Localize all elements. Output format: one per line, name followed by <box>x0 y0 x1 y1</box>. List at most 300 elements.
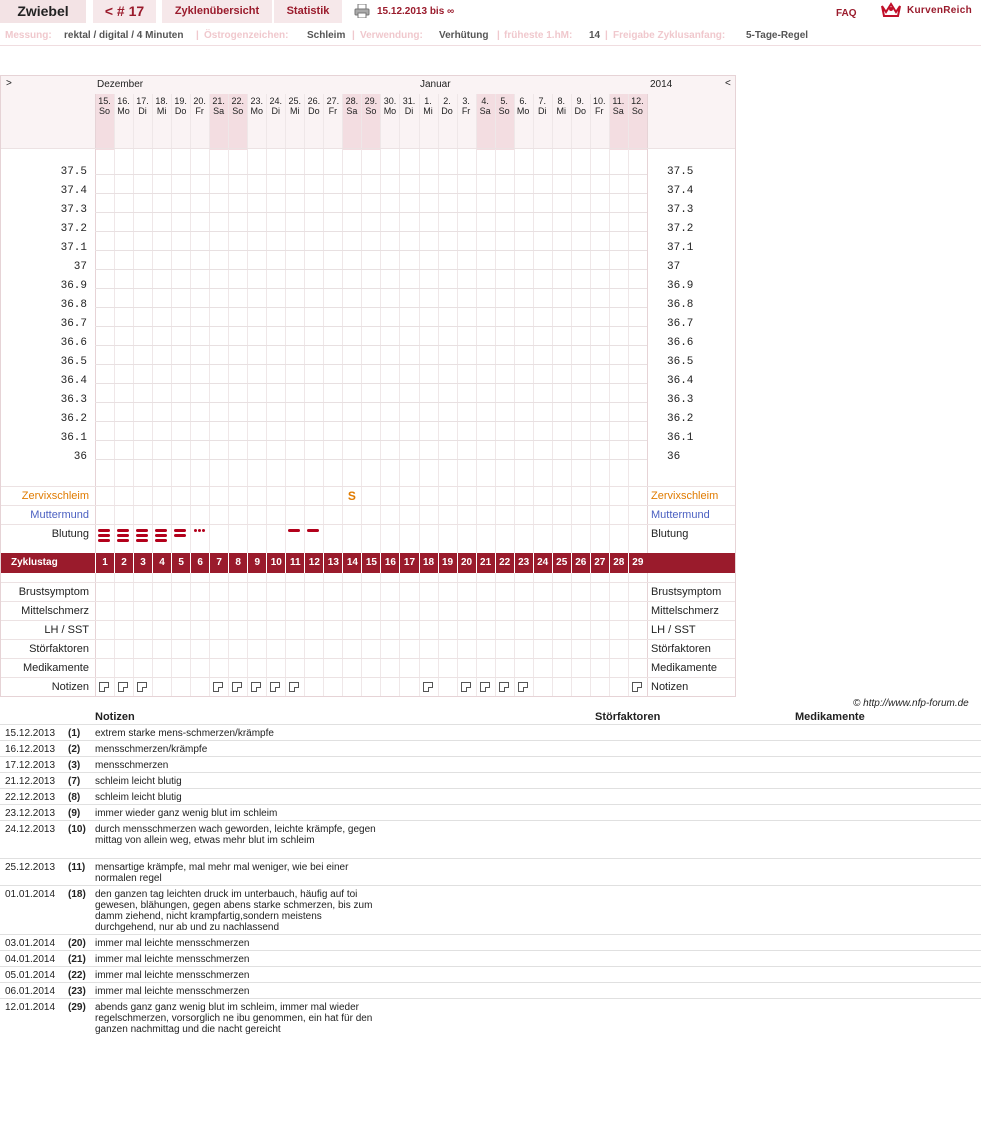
temperature-gridline <box>95 364 647 365</box>
temperature-label: 36.7 <box>60 318 87 330</box>
grid-line <box>476 94 477 696</box>
day-weekday: Do <box>441 106 453 116</box>
observation-row-label: Störfaktoren <box>29 643 89 655</box>
fhm-label: früheste 1.hM: <box>504 30 573 41</box>
note-cycle-day: (2) <box>68 744 81 755</box>
observation-row-label-right: Medikamente <box>651 662 718 674</box>
note-date: 05.01.2014 <box>5 970 56 981</box>
grid-line <box>266 94 267 696</box>
cycle-day-cell: 23 <box>514 553 533 573</box>
day-date: 2. <box>443 96 451 106</box>
cycle-day-cell: 10 <box>266 553 285 573</box>
grid-line <box>609 94 610 696</box>
day-weekday: Do <box>308 106 320 116</box>
temperature-label-right: 36.4 <box>667 375 694 387</box>
cycle-overview-tab[interactable]: Zyklenübersicht <box>162 0 272 23</box>
temperature-label: 36.6 <box>60 337 87 349</box>
note-cycle-day: (18) <box>68 889 86 900</box>
row-divider <box>1 524 735 525</box>
blutung-label-right: Blutung <box>651 528 689 540</box>
temperature-gridline <box>95 345 647 346</box>
temperature-label: 36.8 <box>60 299 87 311</box>
day-weekday: Di <box>537 106 547 116</box>
day-header <box>114 94 133 150</box>
temperature-label-right: 37.2 <box>667 223 694 235</box>
day-weekday: So <box>232 106 244 116</box>
day-date: 26. <box>307 96 321 106</box>
temperature-gridline <box>95 269 647 270</box>
observation-row-label-right: Störfaktoren <box>651 643 711 655</box>
grid-line <box>285 94 286 696</box>
year-label: 2014 <box>650 79 673 90</box>
note-cycle-day: (1) <box>68 728 81 739</box>
grid-line <box>590 94 591 696</box>
separator: | <box>352 30 355 41</box>
note-row <box>0 804 981 820</box>
grid-line <box>571 94 572 696</box>
grid-line <box>209 94 210 696</box>
note-text: mensschmerzen <box>95 760 169 771</box>
day-header <box>533 94 552 150</box>
day-weekday: Mo <box>383 106 397 116</box>
day-date: 4. <box>481 96 489 106</box>
top-navigation <box>0 0 981 24</box>
day-date: 29. <box>364 96 378 106</box>
note-date: 06.01.2014 <box>5 986 56 997</box>
bleeding-mark <box>174 534 186 537</box>
printer-icon[interactable] <box>354 4 370 18</box>
day-weekday: Mo <box>516 106 530 116</box>
row-divider <box>1 582 735 583</box>
grid-line <box>533 94 534 696</box>
zervix-label-right: Zervixschleim <box>651 490 719 502</box>
note-icon[interactable] <box>423 682 433 692</box>
day-date: 19. <box>174 96 187 106</box>
freigabe-label: Freigabe Zyklusanfang: <box>613 30 726 41</box>
grid-line <box>380 94 381 696</box>
cycle-day-cell: 20 <box>457 553 476 573</box>
day-header <box>495 94 514 150</box>
bleeding-mark <box>155 534 167 537</box>
grid-line <box>438 94 439 696</box>
note-icon[interactable] <box>289 682 299 692</box>
observation-row-label-right: Notizen <box>651 681 689 693</box>
cycle-day-cell: 22 <box>495 553 514 573</box>
grid-line <box>95 94 96 696</box>
cycle-day-cell: 9 <box>247 553 266 573</box>
cycle-day-label: Zyklustag <box>11 557 58 568</box>
day-header <box>609 94 628 150</box>
grid-line <box>114 94 115 696</box>
cycle-day-cell: 29 <box>628 553 647 573</box>
separator: | <box>196 30 199 41</box>
day-weekday: Mi <box>423 106 433 116</box>
row-divider <box>1 505 735 506</box>
cycle-day-cell: 11 <box>285 553 304 573</box>
bleeding-mark <box>288 529 300 532</box>
freigabe-value: 5-Tage-Regel <box>746 30 809 41</box>
observation-row-label: LH / SST <box>44 624 89 636</box>
day-date: 24. <box>269 96 283 106</box>
note-icon[interactable] <box>480 682 490 692</box>
note-icon[interactable] <box>232 682 242 692</box>
day-date: 7. <box>538 96 546 106</box>
note-row <box>0 966 981 982</box>
note-date: 16.12.2013 <box>5 744 56 755</box>
day-weekday: Mi <box>290 106 300 116</box>
row-divider <box>1 486 735 487</box>
cycle-day-cell: 1 <box>95 553 114 573</box>
temperature-gridline <box>95 250 647 251</box>
note-text: immer mal leichte mensschmerzen <box>95 954 250 965</box>
cycle-day-cell: 19 <box>438 553 457 573</box>
temperature-gridline <box>95 440 647 441</box>
day-weekday: Do <box>574 106 587 116</box>
grid-line <box>133 94 134 696</box>
note-icon[interactable] <box>499 682 509 692</box>
temperature-gridline <box>95 174 647 175</box>
note-icon[interactable] <box>518 682 528 692</box>
zervix-label: Zervixschleim <box>21 490 89 502</box>
grid-line <box>228 94 229 696</box>
grid-line <box>399 94 400 696</box>
note-date: 01.01.2014 <box>5 889 56 900</box>
day-header <box>133 94 152 150</box>
note-row <box>0 756 981 772</box>
messung-label: Messung: <box>5 30 52 41</box>
observation-row-label: Notizen <box>51 681 89 693</box>
note-date: 23.12.2013 <box>5 808 56 819</box>
bleeding-mark <box>136 529 148 532</box>
temperature-gridline <box>95 421 647 422</box>
cycle-day-cell: 24 <box>533 553 552 573</box>
temperature-label-right: 36.3 <box>667 394 694 406</box>
day-weekday: Fr <box>595 106 604 116</box>
note-row <box>0 885 981 934</box>
note-text: schleim leicht blutig <box>95 776 182 787</box>
grid-line <box>152 94 153 696</box>
temperature-gridline <box>95 383 647 384</box>
day-header <box>171 94 190 150</box>
note-cycle-day: (11) <box>68 862 86 873</box>
user-name-tab[interactable]: Zwiebel <box>0 0 86 23</box>
note-row <box>0 858 981 885</box>
day-header <box>228 94 247 150</box>
note-icon[interactable] <box>99 682 109 692</box>
note-row <box>0 788 981 804</box>
day-header <box>361 94 380 150</box>
fhm-value: 14 <box>589 30 601 41</box>
day-header <box>285 94 304 150</box>
medikamente-header: Medikamente <box>795 711 865 723</box>
temperature-label-right: 36.2 <box>667 413 694 425</box>
day-weekday: Sa <box>479 106 491 116</box>
note-icon[interactable] <box>270 682 280 692</box>
note-cycle-day: (20) <box>68 938 86 949</box>
day-header <box>342 94 361 150</box>
bleeding-mark <box>117 539 129 542</box>
day-weekday: Sa <box>346 106 358 116</box>
grid-line <box>171 94 172 696</box>
day-header <box>380 94 399 150</box>
note-text: schleim leicht blutig <box>95 792 182 803</box>
statistics-tab[interactable]: Statistik <box>274 0 342 23</box>
day-header <box>247 94 266 150</box>
cycle-day-cell: 3 <box>133 553 152 573</box>
cycle-day-cell: 25 <box>552 553 571 573</box>
temperature-label-right: 36.9 <box>667 280 694 292</box>
temperature-gridline <box>95 402 647 403</box>
muttermund-label: Muttermund <box>30 509 89 521</box>
note-row <box>0 950 981 966</box>
note-cycle-day: (3) <box>68 760 81 771</box>
note-date: 22.12.2013 <box>5 792 56 803</box>
notes-header: Notizen <box>95 711 135 723</box>
day-date: 6. <box>519 96 527 106</box>
note-date: 25.12.2013 <box>5 862 56 873</box>
day-header <box>457 94 476 150</box>
cycle-day-cell: 16 <box>380 553 399 573</box>
note-icon[interactable] <box>118 682 128 692</box>
cycle-day-cell: 27 <box>590 553 609 573</box>
day-date: 22. <box>231 96 244 106</box>
grid-line <box>552 94 553 696</box>
faq-link[interactable]: FAQ <box>836 8 857 19</box>
day-weekday: Fr <box>195 106 204 116</box>
stoerfaktoren-header: Störfaktoren <box>595 711 661 723</box>
note-row <box>0 740 981 756</box>
zervix-mark: S <box>347 489 356 503</box>
note-icon[interactable] <box>461 682 471 692</box>
temperature-gridline <box>95 288 647 289</box>
day-header <box>552 94 571 150</box>
verwendung-label: Verwendung: <box>360 30 423 41</box>
temperature-label: 37.2 <box>60 223 87 235</box>
bleeding-mark <box>194 529 197 532</box>
oestrogen-value: Schleim <box>307 30 346 41</box>
day-weekday: Sa <box>612 106 624 116</box>
day-date: 8. <box>557 96 565 106</box>
observation-row-label: Medikamente <box>22 662 89 674</box>
note-icon[interactable] <box>213 682 223 692</box>
crown-icon <box>880 0 902 18</box>
day-header <box>304 94 323 150</box>
grid-line <box>419 94 420 696</box>
day-date: 30. <box>383 96 397 106</box>
temperature-label-right: 37.3 <box>667 204 694 216</box>
temperature-gridline <box>95 193 647 194</box>
day-weekday: Fr <box>328 106 338 116</box>
oestrogen-label: Östrogenzeichen: <box>204 30 289 41</box>
bleeding-mark <box>155 529 167 532</box>
cycle-day-cell: 6 <box>190 553 209 573</box>
day-header <box>476 94 495 150</box>
bleeding-mark <box>307 529 319 532</box>
day-date: 18. <box>155 96 168 106</box>
row-divider <box>1 677 735 678</box>
temperature-label: 36.5 <box>60 356 87 368</box>
note-row <box>0 820 981 858</box>
muttermund-label-right: Muttermund <box>651 509 710 521</box>
day-header <box>266 94 285 150</box>
day-header <box>590 94 609 150</box>
cycle-day-cell: 7 <box>209 553 228 573</box>
day-weekday: So <box>99 106 111 116</box>
note-text: den ganzen tag leichten druck im unterbauch, häufig auf toi gewesen, blähungen, gegen abens starke schmerzen, bis zum damm ziehend, nicht krampfartig,sondern meistens durchgehend, nur ab und zu nachlassend <box>95 889 373 933</box>
day-weekday: Sa <box>213 106 225 116</box>
bleeding-mark <box>202 529 205 532</box>
temperature-label: 36.9 <box>60 280 87 292</box>
note-text: mensschmerzen/krämpfe <box>95 744 208 755</box>
grid-line <box>647 94 648 696</box>
temperature-label-right: 36.1 <box>667 432 694 444</box>
day-date: 25. <box>288 96 302 106</box>
temperature-label: 36.4 <box>60 375 87 387</box>
note-date: 03.01.2014 <box>5 938 56 949</box>
bleeding-mark <box>155 539 167 542</box>
day-header <box>152 94 171 150</box>
note-text: immer mal leichte mensschmerzen <box>95 986 250 997</box>
temperature-label-right: 37.5 <box>667 166 694 178</box>
day-date: 23. <box>250 96 263 106</box>
temperature-label-right: 36.7 <box>667 318 694 330</box>
temperature-gridline <box>95 231 647 232</box>
month-label: Dezember <box>97 79 144 90</box>
day-weekday: Di <box>404 106 414 116</box>
row-divider <box>1 639 735 640</box>
note-date: 15.12.2013 <box>5 728 56 739</box>
day-weekday: Di <box>271 106 281 116</box>
day-weekday: Mo <box>117 106 130 116</box>
day-date: 16. <box>117 96 130 106</box>
temperature-label: 37.3 <box>60 204 87 216</box>
brand-logo[interactable]: KurvenReich <box>907 5 972 16</box>
temperature-label-right: 36.8 <box>667 299 694 311</box>
day-header <box>571 94 590 150</box>
copyright-text: © http://www.nfp-forum.de <box>853 698 969 709</box>
day-date: 17. <box>136 96 149 106</box>
day-header <box>399 94 418 150</box>
note-icon[interactable] <box>137 682 147 692</box>
temperature-label: 37.5 <box>60 166 87 178</box>
day-date: 3. <box>462 96 470 106</box>
note-text: immer mal leichte mensschmerzen <box>95 938 250 949</box>
cycle-day-cell: 5 <box>171 553 190 573</box>
cycle-day-cell: 8 <box>228 553 247 573</box>
note-row <box>0 934 981 950</box>
temperature-label-right: 36 <box>667 451 681 463</box>
note-cycle-day: (10) <box>68 824 86 835</box>
day-date: 11. <box>612 96 625 106</box>
day-weekday: Do <box>174 106 187 116</box>
day-date: 10. <box>593 96 606 106</box>
day-date: 20. <box>193 96 206 106</box>
temperature-label-right: 36.6 <box>667 337 694 349</box>
observation-row-label-right: LH / SST <box>651 624 696 636</box>
temperature-label: 36.1 <box>60 432 87 444</box>
cycle-day-cell: 18 <box>419 553 438 573</box>
note-text: abends ganz ganz wenig blut im schleim, immer mal wieder regelschmerzen, vorsorglich ne ibu genommen, ein hat für den ganzen nachmittag und die nacht gereicht <box>95 1002 373 1035</box>
note-date: 12.01.2014 <box>5 1002 56 1013</box>
temperature-label: 37.4 <box>60 185 87 197</box>
temperature-gridline <box>95 307 647 308</box>
row-divider <box>1 148 735 149</box>
day-header <box>190 94 209 150</box>
note-text: durch mensschmerzen wach geworden, leichte krämpfe, gegen mittag von allein weg, etwas mehr blut im schleim <box>95 824 376 846</box>
bleeding-mark <box>117 529 129 532</box>
cycle-date-range: 15.12.2013 bis ∞ <box>377 6 455 17</box>
note-date: 24.12.2013 <box>5 824 56 835</box>
bleeding-mark <box>117 534 129 537</box>
temperature-label-right: 36.5 <box>667 356 694 368</box>
note-icon[interactable] <box>632 682 642 692</box>
cycle-day-cell: 14 <box>342 553 361 573</box>
cycle-day-cell: 2 <box>114 553 133 573</box>
grid-line <box>495 94 496 696</box>
grid-line <box>628 94 629 696</box>
note-text: immer mal leichte mensschmerzen <box>95 970 250 981</box>
note-date: 04.01.2014 <box>5 954 56 965</box>
bleeding-mark <box>136 539 148 542</box>
day-header <box>419 94 438 150</box>
cycle-day-cell: 13 <box>323 553 342 573</box>
grid-line <box>323 94 324 696</box>
nav-prev-button[interactable]: < <box>725 78 731 89</box>
day-date: 1. <box>424 96 432 106</box>
temperature-label-right: 37.1 <box>667 242 694 254</box>
temperature-gridline <box>95 459 647 460</box>
day-header <box>323 94 342 150</box>
grid-line <box>361 94 362 696</box>
temperature-gridline <box>95 326 647 327</box>
row-divider <box>1 658 735 659</box>
temperature-label-right: 37 <box>667 261 681 273</box>
day-weekday: So <box>631 106 643 116</box>
temperature-label: 37 <box>73 261 87 273</box>
temperature-gridline <box>95 212 647 213</box>
day-date: 21. <box>212 96 225 106</box>
separator: | <box>605 30 608 41</box>
cycle-day-cell: 12 <box>304 553 323 573</box>
day-date: 15. <box>98 96 111 106</box>
day-header <box>628 94 647 150</box>
temperature-label: 36 <box>73 451 87 463</box>
observation-row-label: Brustsymptom <box>18 586 89 598</box>
day-weekday: So <box>498 106 510 116</box>
nav-next-button[interactable]: > <box>6 78 12 89</box>
messung-value: rektal / digital / 4 Minuten <box>64 30 184 41</box>
bleeding-mark <box>136 534 148 537</box>
row-divider <box>1 620 735 621</box>
note-cycle-day: (8) <box>68 792 81 803</box>
cycle-day-cell: 28 <box>609 553 628 573</box>
observation-row-label-right: Brustsymptom <box>651 586 722 598</box>
temperature-label-right: 37.4 <box>667 185 694 197</box>
day-weekday: Mi <box>556 106 566 116</box>
note-icon[interactable] <box>251 682 261 692</box>
verwendung-value: Verhütung <box>439 30 489 41</box>
bleeding-mark <box>98 539 110 542</box>
note-date: 21.12.2013 <box>5 776 56 787</box>
bleeding-mark <box>98 534 110 537</box>
note-cycle-day: (7) <box>68 776 81 787</box>
temperature-label: 37.1 <box>60 242 87 254</box>
cycle-number-tab[interactable]: < # 17 <box>93 0 156 23</box>
note-date: 17.12.2013 <box>5 760 56 771</box>
day-weekday: So <box>365 106 377 116</box>
cycle-day-cell: 26 <box>571 553 590 573</box>
note-text: extrem starke mens-schmerzen/krämpfe <box>95 728 274 739</box>
